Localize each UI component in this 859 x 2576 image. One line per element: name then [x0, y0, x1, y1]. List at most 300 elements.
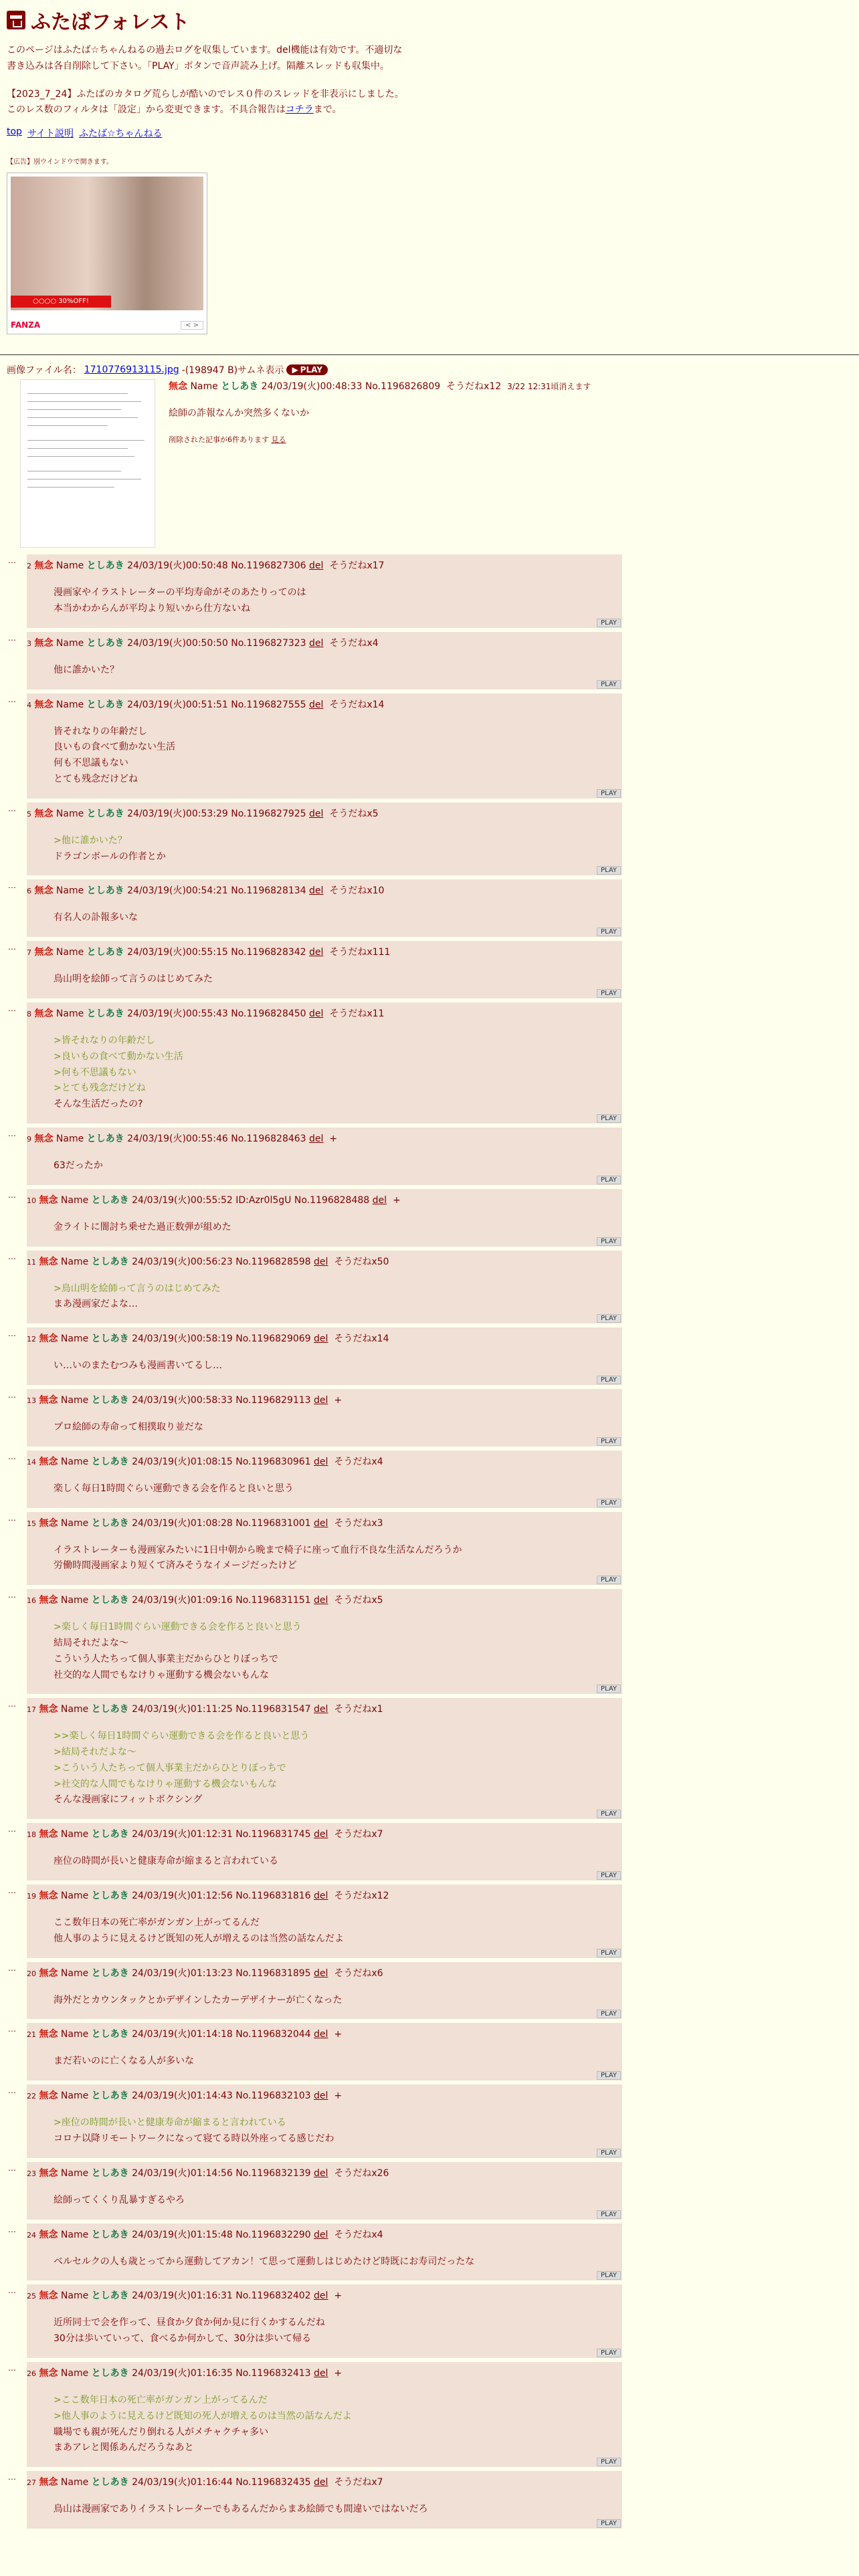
- reply-del-link[interactable]: del: [314, 1891, 328, 1902]
- reply-dots: …: [8, 2286, 16, 2296]
- reply-play-button[interactable]: PLAY: [597, 1685, 621, 1693]
- reply-name-label: Name: [60, 2090, 89, 2102]
- reply-datetime: 24/03/19(火)00:56:23: [132, 1256, 233, 1267]
- reply-text: [54, 1358, 622, 1374]
- reply-sodane[interactable]: そうだねx111: [329, 947, 391, 958]
- reply-sodane[interactable]: そうだねx12: [334, 1891, 389, 1902]
- reply-name-label: Name: [60, 2229, 89, 2240]
- reply-number: No.1196828463: [231, 1133, 306, 1144]
- reply-name-label: Name: [60, 1517, 89, 1529]
- reply-index: 26: [27, 2369, 36, 2379]
- reply-number: No.1196829069: [235, 1333, 311, 1345]
- reply-name: としあき: [86, 637, 124, 649]
- reply-name: としあき: [91, 2029, 129, 2040]
- reply-text: [54, 1543, 622, 1575]
- reply-play-button[interactable]: PLAY: [597, 680, 621, 689]
- deleted-notice: [169, 434, 591, 445]
- reply-sodane[interactable]: そうだねx11: [329, 1008, 385, 1019]
- reply-datetime: 24/03/19(火)00:53:29: [127, 808, 228, 819]
- reply-line: ドラゴンボールの作者とか: [54, 851, 166, 862]
- notice-post: まで。: [313, 104, 342, 116]
- reply-del-link[interactable]: del: [309, 808, 324, 819]
- reply-box: [27, 2471, 622, 2529]
- reply-box: [27, 554, 622, 628]
- reply-del-link[interactable]: del: [309, 560, 324, 572]
- reply-play-button[interactable]: PLAY: [597, 2010, 621, 2018]
- reply-number: No.1196828134: [231, 885, 306, 897]
- reply-datetime: 24/03/19(火)00:58:33: [132, 1394, 233, 1406]
- reply-datetime: 24/03/19(火)01:12:56: [132, 1891, 233, 1902]
- reply-subject: 無念: [39, 2090, 58, 2102]
- reply-index: 12: [27, 1335, 36, 1344]
- reply-del-link[interactable]: del: [309, 699, 324, 710]
- reply-name-label: Name: [60, 2477, 89, 2488]
- reply-line: 漫画家やイラストレーターの平均寿命がそのあたりってのは: [54, 587, 306, 599]
- reply-item: [7, 632, 852, 689]
- reply-name-label: Name: [60, 1333, 89, 1345]
- reply-name-label: Name: [56, 808, 84, 819]
- page-header: [0, 0, 859, 334]
- reply-item: [7, 1512, 852, 1586]
- reply-dots: …: [8, 556, 16, 566]
- reply-name-label: Name: [60, 1595, 89, 1606]
- reply-dots: …: [8, 2363, 16, 2373]
- reply-line: 鳥山は漫画家でありイラストレーターでもあるんだからまあ絵師でも間違いではないだろ: [54, 2504, 428, 2515]
- reply-meta: [27, 883, 622, 897]
- reply-sodane[interactable]: そうだねx26: [334, 2167, 389, 2179]
- reply-datetime: 24/03/19(火)01:15:48: [132, 2229, 233, 2240]
- reply-meta: [27, 1593, 622, 1606]
- reply-play-button[interactable]: PLAY: [597, 1314, 621, 1323]
- reply-name-label: Name: [60, 2167, 89, 2179]
- reply-meta: [27, 636, 622, 649]
- reply-subject: 無念: [39, 2029, 58, 2040]
- reply-line: 何も不思議もない: [54, 758, 128, 769]
- reply-del-link[interactable]: del: [309, 637, 324, 649]
- reply-play-button[interactable]: PLAY: [597, 1949, 621, 1957]
- reply-box: [27, 1512, 622, 1586]
- reply-datetime: 24/03/19(火)00:55:46: [127, 1133, 228, 1144]
- reply-play-button[interactable]: PLAY: [597, 1176, 621, 1184]
- reply-meta: [27, 1393, 622, 1406]
- reply-line: そんな漫画家にフィットボクシング: [54, 1794, 203, 1806]
- reply-text: [54, 2315, 622, 2347]
- reply-subject: 無念: [39, 1967, 58, 1979]
- reply-name: としあき: [91, 2229, 129, 2240]
- reply-play-button[interactable]: PLAY: [597, 866, 621, 875]
- quote-line: >他に誰かいた？: [54, 835, 127, 846]
- reply-sodane[interactable]: そうだねx14: [334, 1333, 389, 1345]
- reply-subject: 無念: [34, 808, 54, 819]
- reply-subject: 無念: [39, 1891, 58, 1902]
- reply-line: 良いもの食べて動かない生活: [54, 742, 175, 753]
- reply-datetime: 24/03/19(火)00:50:48: [127, 560, 228, 572]
- reply-item: [7, 2162, 852, 2220]
- reply-text: [54, 833, 622, 865]
- reply-item: [7, 2284, 852, 2358]
- reply-text: [54, 1158, 622, 1174]
- quote-line: >とても残念だけどね: [54, 1083, 146, 1094]
- reply-text: [54, 1281, 622, 1313]
- reply-meta: [27, 1331, 622, 1345]
- reply-subject: 無念: [39, 1394, 58, 1406]
- reply-name-label: Name: [60, 1704, 89, 1715]
- reply-subject: 無念: [39, 1517, 58, 1529]
- reply-del-link[interactable]: del: [309, 1133, 324, 1144]
- reply-name-label: Name: [56, 560, 84, 572]
- reply-name-label: Name: [56, 637, 84, 649]
- reply-meta: [27, 1193, 622, 1206]
- reply-sodane[interactable]: +: [334, 2090, 343, 2102]
- reply-item: [7, 1823, 852, 1881]
- ad-nav-buttons[interactable]: < >: [181, 321, 203, 330]
- reply-meta: [27, 1255, 622, 1268]
- reply-dots: …: [8, 2024, 16, 2034]
- reply-index: 4: [27, 700, 31, 710]
- op-play-label: PLAY: [300, 365, 322, 375]
- reply-index: 22: [27, 2092, 36, 2101]
- reply-box: [27, 2362, 622, 2467]
- intro-text: このページはふたば☆ちゃんねるの過去ログを収集しています。del機能は有効です。不適切な書き込みは各自削除して下さい。「PLAY」ボタンで音声読み上げ。隔離スレッドも収集中。: [7, 45, 403, 72]
- reply-subject: 無念: [34, 699, 54, 710]
- reply-index: 19: [27, 1892, 36, 1901]
- reply-meta: [27, 1516, 622, 1529]
- reply-text: [54, 2502, 622, 2518]
- nav-link-top[interactable]: top: [7, 126, 22, 138]
- reply-play-button[interactable]: PLAY: [597, 2519, 621, 2528]
- reply-meta: [27, 1889, 622, 1902]
- reply-index: 5: [27, 809, 31, 819]
- reply-name: としあき: [91, 1256, 129, 1267]
- op-thumbnail[interactable]: [20, 379, 155, 548]
- reply-play-button[interactable]: PLAY: [597, 928, 621, 936]
- reply-name: としあき: [91, 1456, 129, 1467]
- reply-subject: 無念: [39, 2290, 58, 2302]
- reply-index: 18: [27, 1830, 36, 1840]
- reply-number: No.1196827925: [231, 808, 306, 819]
- reply-name: としあき: [91, 2368, 129, 2379]
- reply-sodane[interactable]: そうだねx6: [334, 1967, 383, 1979]
- reply-datetime: 24/03/19(火)00:55:43: [127, 1008, 228, 1019]
- reply-box: [27, 802, 622, 876]
- reply-subject: 無念: [39, 2229, 58, 2240]
- reply-line: 他に誰かいた？: [54, 664, 119, 675]
- reply-play-button[interactable]: PLAY: [597, 989, 621, 998]
- op-play-button[interactable]: [286, 364, 328, 375]
- file-meta: -(198947 B)サムネ表示: [181, 365, 284, 377]
- reply-subject: 無念: [39, 2167, 58, 2179]
- reply-box: [27, 632, 622, 689]
- reply-play-button[interactable]: PLAY: [597, 1237, 621, 1246]
- reply-del-link[interactable]: del: [314, 2290, 328, 2302]
- reply-name: としあき: [91, 1829, 129, 1840]
- reply-dots: …: [8, 1003, 16, 1013]
- reply-number: No.1196832435: [235, 2477, 311, 2488]
- reply-datetime: 24/03/19(火)01:14:43: [132, 2090, 233, 2102]
- ad-label: 【広告】別ウインドウで開きます。: [7, 158, 113, 167]
- reply-box: [27, 1327, 622, 1385]
- reply-name: としあき: [91, 2090, 129, 2102]
- reply-play-button[interactable]: PLAY: [597, 1871, 621, 1880]
- reply-name: としあき: [91, 1704, 129, 1715]
- reply-line: ここ数年日本の死亡率がガンガン上がってるんだ: [54, 1917, 260, 1929]
- quote-line: >社交的な人間でもなけりゃ運動する機会ないもんな: [54, 1778, 277, 1790]
- reply-text: [54, 724, 622, 788]
- op-sodane[interactable]: そうだねx12: [446, 381, 502, 393]
- reply-play-button[interactable]: PLAY: [597, 1576, 621, 1584]
- reply-sodane[interactable]: そうだねx4: [334, 1456, 383, 1467]
- reply-del-link[interactable]: del: [314, 1595, 328, 1606]
- reply-index: 7: [27, 948, 31, 958]
- reply-name: としあき: [86, 560, 124, 572]
- reply-line: 社交的な人間でもなけりゃ運動する機会ないもんな: [54, 1669, 269, 1681]
- reply-number: No.1196831547: [235, 1704, 311, 1715]
- reply-line: プロ絵師の寿命って相撲取り並だな: [54, 1421, 203, 1432]
- reply-item: [7, 2224, 852, 2281]
- reply-name: としあき: [91, 2167, 129, 2179]
- reply-del-link[interactable]: del: [314, 1256, 328, 1267]
- reply-index: 23: [27, 2169, 36, 2178]
- reply-sodane[interactable]: そうだねx10: [329, 885, 385, 897]
- reply-name-label: Name: [56, 699, 84, 710]
- op-expiry: 3/22 12:31頃消えます: [507, 382, 591, 392]
- reply-index: 8: [27, 1009, 31, 1018]
- quote-line: >ここ数年日本の死亡率がガンガン上がってるんだ: [54, 2395, 268, 2406]
- reply-box: [27, 2284, 622, 2358]
- reply-datetime: 24/03/19(火)00:55:52 ID:Azr0l5gU: [132, 1194, 292, 1206]
- site-logo-icon: [7, 11, 25, 29]
- reply-item: [7, 1389, 852, 1446]
- reply-line: まあアレと関係あんだろうなあと: [54, 2442, 194, 2454]
- reply-del-link[interactable]: del: [314, 1333, 328, 1345]
- reply-play-button[interactable]: PLAY: [597, 789, 621, 798]
- reply-sodane[interactable]: +: [329, 1133, 338, 1144]
- reply-datetime: 24/03/19(火)01:09:16: [132, 1595, 233, 1606]
- reply-line: 絵師ってくくり乱暴すぎるやろ: [54, 2194, 185, 2206]
- reply-meta: [27, 807, 622, 820]
- nav-link-about[interactable]: サイト説明: [27, 128, 74, 140]
- ad-banner[interactable]: [7, 173, 207, 334]
- reply-datetime: 24/03/19(火)01:13:23: [132, 1967, 233, 1979]
- reply-del-link[interactable]: del: [314, 2167, 328, 2179]
- reply-datetime: 24/03/19(火)00:55:15: [127, 947, 228, 958]
- reply-item: [7, 2471, 852, 2529]
- reply-text: [54, 2115, 622, 2147]
- reply-line: 海外だとカウンタックとかデザインしたカーデザイナーが亡くなった: [54, 1994, 343, 2006]
- reply-item: [7, 1251, 852, 1324]
- reply-dots: …: [8, 1128, 16, 1138]
- op-text: 絵師の詐報なんか突然多くないか: [169, 408, 309, 419]
- reply-del-link[interactable]: del: [314, 1967, 328, 1979]
- reply-text: [54, 2393, 622, 2456]
- reply-dots: …: [8, 803, 16, 813]
- nav-link-futaba[interactable]: ふたば☆ちゃんねる: [78, 128, 163, 140]
- reply-sodane[interactable]: そうだねx7: [334, 2477, 383, 2488]
- reply-sodane[interactable]: +: [334, 2029, 343, 2040]
- reply-sodane[interactable]: +: [334, 2368, 343, 2379]
- reply-dots: …: [8, 1824, 16, 1834]
- reply-name: としあき: [91, 1595, 129, 1606]
- reply-datetime: 24/03/19(火)01:08:28: [132, 1517, 233, 1529]
- reply-dots: …: [8, 2163, 16, 2173]
- reply-name: としあき: [91, 1891, 129, 1902]
- reply-del-link[interactable]: del: [314, 2229, 328, 2240]
- reply-meta: [27, 2166, 622, 2179]
- reply-box: [27, 1128, 622, 1185]
- reply-sodane[interactable]: +: [334, 1394, 343, 1406]
- reply-index: 20: [27, 1969, 36, 1978]
- reply-sodane[interactable]: +: [334, 2290, 343, 2302]
- reply-item: [7, 1589, 852, 1694]
- reply-index: 13: [27, 1396, 36, 1405]
- reply-play-button[interactable]: PLAY: [597, 1114, 621, 1123]
- reply-play-button[interactable]: PLAY: [597, 2349, 621, 2357]
- reply-dots: …: [8, 694, 16, 704]
- reply-play-button[interactable]: PLAY: [597, 2071, 621, 2080]
- reply-line: こういう人たちって個人事業主だからひとりぼっちで: [54, 1653, 278, 1665]
- reply-sodane[interactable]: そうだねx5: [334, 1595, 383, 1606]
- reply-box: [27, 2084, 622, 2158]
- reply-del-link[interactable]: del: [372, 1194, 387, 1206]
- reply-text: [54, 663, 622, 679]
- reply-number: No.1196832103: [235, 2090, 311, 2102]
- reply-sodane[interactable]: そうだねx17: [329, 560, 385, 572]
- reply-line: 近所同士で会を作って、昼食か夕食か何か見に行くかするんだね: [54, 2317, 325, 2329]
- reply-meta: [27, 2027, 622, 2040]
- reply-subject: 無念: [39, 1829, 58, 1840]
- file-label: 画像ファイル名：: [7, 365, 82, 377]
- quote-line: >楽しく毎日1時間ぐらい運動できる会を作ると良いと思う: [54, 1622, 302, 1633]
- reply-item: [7, 2084, 852, 2158]
- reply-meta: [27, 558, 622, 572]
- reply-line: そんな生活だったの?: [54, 1099, 143, 1110]
- op-post: [7, 379, 852, 548]
- reply-play-button[interactable]: PLAY: [597, 1437, 621, 1446]
- reply-line: 有名人の訃報多いな: [54, 912, 138, 924]
- reply-sodane[interactable]: そうだねx7: [334, 1829, 383, 1840]
- reply-sodane[interactable]: そうだねx50: [334, 1256, 389, 1267]
- reply-del-link[interactable]: del: [309, 947, 324, 958]
- reply-box: [27, 1251, 622, 1324]
- reply-text: [54, 2193, 622, 2209]
- play-icon: ▶: [292, 365, 298, 375]
- reply-play-button[interactable]: PLAY: [597, 2210, 621, 2219]
- reply-number: No.1196832402: [235, 2290, 311, 2302]
- reply-box: [27, 1451, 622, 1508]
- reply-name: としあき: [91, 1394, 129, 1406]
- reply-line: 63だったか: [54, 1160, 103, 1171]
- ad-image: [11, 177, 203, 310]
- reply-del-link[interactable]: del: [314, 1394, 328, 1406]
- reply-play-button[interactable]: PLAY: [597, 2271, 621, 2280]
- reply-name-label: Name: [60, 1194, 89, 1206]
- reply-play-button[interactable]: PLAY: [597, 2149, 621, 2157]
- reply-line: まあ漫画家だよな…: [54, 1299, 138, 1310]
- reply-sodane[interactable]: そうだねx4: [329, 637, 379, 649]
- reply-name-label: Name: [60, 1256, 89, 1267]
- reply-dots: …: [8, 881, 16, 891]
- reply-meta: [27, 2228, 622, 2241]
- reply-dots: …: [8, 1329, 16, 1339]
- reply-play-button[interactable]: PLAY: [597, 619, 621, 627]
- deleted-show-link[interactable]: 見る: [271, 435, 286, 445]
- reply-name: としあき: [86, 1008, 124, 1019]
- reply-sodane[interactable]: そうだねx5: [329, 808, 379, 819]
- deleted-notice-text: 削除された記事が6件あります: [169, 435, 269, 445]
- reply-name: としあき: [91, 1517, 129, 1529]
- op-body: [169, 379, 591, 548]
- reply-number: No.1196832139: [235, 2167, 311, 2179]
- reply-line: 30分は歩いていって、食べるか何かして、30分は歩いて帰る: [54, 2333, 312, 2345]
- op-name-label: Name: [190, 381, 218, 393]
- reply-box: [27, 1698, 622, 1819]
- notice-report-link[interactable]: コチラ: [285, 104, 314, 116]
- reply-subject: 無念: [34, 560, 54, 572]
- reply-del-link[interactable]: del: [314, 2090, 328, 2102]
- reply-play-button[interactable]: PLAY: [597, 2458, 621, 2466]
- reply-del-link[interactable]: del: [314, 1704, 328, 1715]
- reply-index: 27: [27, 2478, 36, 2488]
- reply-meta: [27, 2475, 622, 2488]
- reply-dots: …: [8, 1190, 16, 1200]
- notice-pre: 【2023_7_24】ふたばのカタログ荒らしが酷いのでレス０件のスレッドを非表示にしました。このレス数のフィルタは「設定」から変更できます。不具合報告は: [7, 88, 404, 116]
- reply-text: [54, 972, 622, 988]
- reply-sodane[interactable]: そうだねx3: [334, 1517, 383, 1529]
- reply-number: No.1196832044: [235, 2029, 311, 2040]
- reply-number: No.1196831816: [235, 1891, 311, 1902]
- reply-name-label: Name: [60, 1456, 89, 1467]
- reply-text: [54, 1993, 622, 2009]
- reply-subject: 無念: [39, 2368, 58, 2379]
- reply-index: 15: [27, 1519, 36, 1528]
- reply-item: [7, 1698, 852, 1819]
- reply-play-button[interactable]: PLAY: [597, 1376, 621, 1384]
- reply-subject: 無念: [34, 1133, 54, 1144]
- reply-item: [7, 693, 852, 798]
- op-meta: [169, 379, 591, 393]
- reply-del-link[interactable]: del: [314, 1517, 328, 1529]
- reply-del-link[interactable]: del: [314, 2029, 328, 2040]
- reply-index: 16: [27, 1596, 36, 1606]
- reply-text: [54, 1033, 622, 1113]
- reply-number: No.1196827323: [231, 637, 306, 649]
- reply-play-button[interactable]: PLAY: [597, 1810, 621, 1818]
- reply-sodane[interactable]: そうだねx14: [329, 699, 385, 710]
- reply-play-button[interactable]: PLAY: [597, 1499, 621, 1507]
- reply-del-link[interactable]: del: [309, 1008, 324, 1019]
- reply-del-link[interactable]: del: [314, 1456, 328, 1467]
- reply-text: [54, 585, 622, 617]
- reply-meta: [27, 697, 622, 711]
- reply-del-link[interactable]: del: [314, 2477, 328, 2488]
- reply-datetime: 24/03/19(火)01:16:44: [132, 2477, 233, 2488]
- reply-number: No.1196827555: [231, 699, 306, 710]
- file-link[interactable]: 1710776913115.jpg: [84, 364, 179, 376]
- reply-line: 他人事のように見えるけど既知の死人が増えるのは当然の話なんだよ: [54, 1933, 344, 1944]
- reply-sodane[interactable]: +: [392, 1194, 401, 1206]
- reply-sodane[interactable]: そうだねx1: [334, 1704, 383, 1715]
- reply-name: としあき: [86, 1133, 124, 1144]
- reply-del-link[interactable]: del: [314, 2368, 328, 2379]
- reply-box: [27, 1962, 622, 2020]
- reply-del-link[interactable]: del: [309, 885, 324, 897]
- reply-text: [54, 1420, 622, 1436]
- reply-del-link[interactable]: del: [314, 1829, 328, 1840]
- reply-text: [54, 2054, 622, 2070]
- reply-meta: [27, 2288, 622, 2302]
- reply-number: No.1196831745: [235, 1829, 311, 1840]
- reply-sodane[interactable]: そうだねx4: [334, 2229, 383, 2240]
